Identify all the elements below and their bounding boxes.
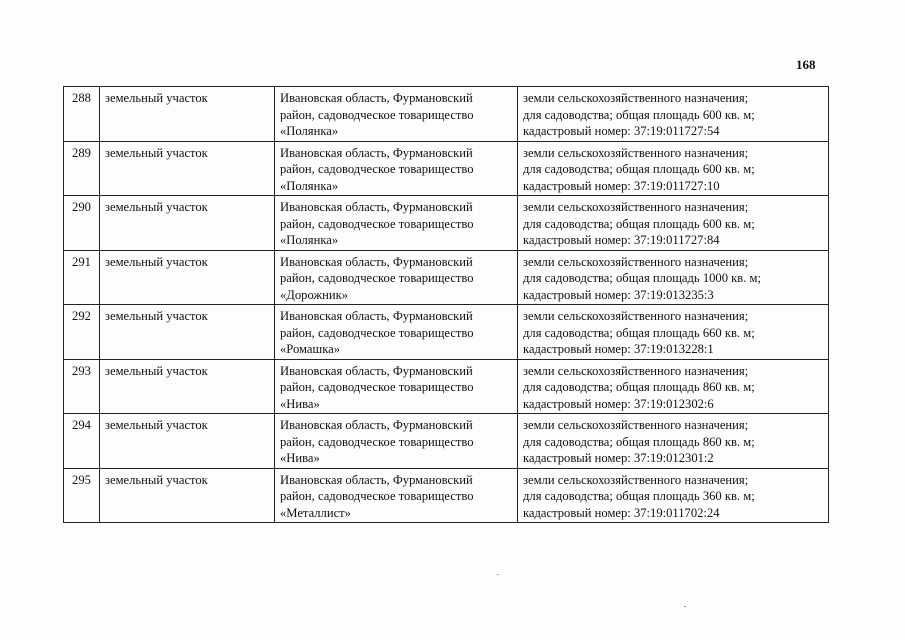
description-line: для садоводства; общая площадь 600 кв. м;: [523, 107, 755, 122]
description-cell: [518, 359, 829, 414]
object-name-cell: [100, 468, 275, 523]
description-line: для садоводства; общая площадь 660 кв. м;: [523, 325, 755, 340]
description-line: кадастровый номер: 37:19:011727:10: [523, 178, 720, 193]
description-line: для садоводства; общая площадь 600 кв. м;: [523, 216, 755, 231]
row-number-cell: [64, 359, 100, 414]
address-line: «Ромашка»: [280, 342, 341, 356]
description-cell: [518, 414, 829, 469]
table-row: [64, 250, 829, 305]
row-number: 288: [72, 91, 91, 105]
object-name: земельный участок: [105, 200, 208, 214]
object-name-cell: [100, 414, 275, 469]
row-number-cell: [64, 250, 100, 305]
table-row: [64, 305, 829, 360]
description-line: земли сельскохозяйственного назначения;: [523, 363, 749, 378]
description-line: для садоводства; общая площадь 860 кв. м;: [523, 380, 755, 394]
address-line: «Полянка»: [280, 233, 339, 247]
address-cell: [275, 468, 518, 523]
description-line: кадастровый номер: 37:19:013235:3: [523, 287, 714, 302]
object-name-cell: [100, 141, 275, 196]
description-cell: [518, 468, 829, 523]
row-number-cell: [64, 87, 100, 142]
object-name: земельный участок: [105, 91, 208, 105]
description-cell: [518, 196, 829, 251]
row-number-cell: [64, 196, 100, 251]
row-number: 291: [72, 254, 91, 269]
row-number-cell: [64, 468, 100, 523]
scan-speck: [684, 606, 686, 607]
address-line: «Нива»: [280, 396, 320, 411]
object-name-cell: [100, 359, 275, 414]
row-number: 289: [72, 145, 91, 160]
description-line: для садоводства; общая площадь 860 кв. м;: [523, 434, 755, 449]
table-row: [64, 196, 829, 251]
address-cell: [275, 305, 518, 360]
description-line: земли сельскохозяйственного назначения;: [523, 145, 749, 160]
address-line: «Металлист»: [280, 505, 351, 520]
table-row: [64, 141, 829, 196]
address-line: Ивановская область, Фурмановский: [280, 309, 473, 323]
address-line: район, садоводческое товарищество: [280, 325, 474, 340]
description-cell: [518, 141, 829, 196]
description-line: земли сельскохозяйственного назначения;: [523, 91, 749, 105]
address-line: Ивановская область, Фурмановский: [280, 472, 473, 487]
table-row: [64, 87, 829, 142]
address-line: «Дорожник»: [280, 287, 349, 302]
description-line: для садоводства; общая площадь 1000 кв. м;: [523, 271, 761, 285]
row-number: 292: [72, 309, 91, 323]
description-line: для садоводства; общая площадь 600 кв. м;: [523, 162, 755, 176]
scan-speck: [497, 574, 499, 575]
row-number: 293: [72, 363, 91, 378]
object-name: земельный участок: [105, 472, 208, 487]
description-line: земли сельскохозяйственного назначения;: [523, 472, 749, 487]
table-row: [64, 359, 829, 414]
address-line: Ивановская область, Фурмановский: [280, 91, 473, 105]
description-cell: [518, 250, 829, 305]
description-line: земли сельскохозяйственного назначения;: [523, 200, 749, 214]
address-line: район, садоводческое товарищество: [280, 489, 474, 503]
page-number: 168: [796, 57, 816, 72]
address-line: район, садоводческое товарищество: [280, 216, 474, 231]
address-line: район, садоводческое товарищество: [280, 107, 474, 122]
table-body: [64, 87, 829, 523]
object-name-cell: [100, 87, 275, 142]
address-line: район, садоводческое товарищество: [280, 271, 474, 285]
object-name-cell: [100, 196, 275, 251]
address-cell: [275, 250, 518, 305]
address-cell: [275, 359, 518, 414]
description-line: кадастровый номер: 37:19:012302:6: [523, 396, 714, 411]
object-name: земельный участок: [105, 145, 208, 160]
description-line: для садоводства; общая площадь 360 кв. м;: [523, 489, 755, 503]
address-cell: [275, 87, 518, 142]
address-line: Ивановская область, Фурмановский: [280, 145, 473, 160]
row-number: 295: [72, 472, 91, 487]
table-row: [64, 468, 829, 523]
object-name: земельный участок: [105, 363, 208, 378]
object-name-cell: [100, 250, 275, 305]
description-line: земли сельскохозяйственного назначения;: [523, 418, 749, 432]
description-cell: [518, 87, 829, 142]
object-name: земельный участок: [105, 254, 208, 269]
object-name: земельный участок: [105, 309, 208, 323]
description-line: земли сельскохозяйственного назначения;: [523, 309, 749, 323]
address-line: Ивановская область, Фурмановский: [280, 254, 473, 269]
address-line: район, садоводческое товарищество: [280, 380, 474, 394]
row-number-cell: [64, 305, 100, 360]
address-cell: [275, 141, 518, 196]
row-number: 290: [72, 200, 91, 214]
row-number-cell: [64, 414, 100, 469]
address-line: «Полянка»: [280, 178, 339, 193]
address-cell: [275, 196, 518, 251]
land-plot-table: [63, 86, 829, 523]
address-line: Ивановская область, Фурмановский: [280, 363, 473, 378]
description-line: земли сельскохозяйственного назначения;: [523, 254, 749, 269]
address-line: район, садоводческое товарищество: [280, 162, 474, 176]
address-line: «Полянка»: [280, 124, 339, 138]
row-number: 294: [72, 418, 91, 432]
address-line: «Нива»: [280, 451, 320, 465]
description-cell: [518, 305, 829, 360]
address-line: Ивановская область, Фурмановский: [280, 200, 473, 214]
address-line: Ивановская область, Фурмановский: [280, 418, 473, 432]
object-name-cell: [100, 305, 275, 360]
address-line: район, садоводческое товарищество: [280, 434, 474, 449]
description-line: кадастровый номер: 37:19:013228:1: [523, 342, 714, 356]
row-number-cell: [64, 141, 100, 196]
object-name: земельный участок: [105, 418, 208, 432]
description-line: кадастровый номер: 37:19:012301:2: [523, 451, 714, 465]
table-row: [64, 414, 829, 469]
description-line: кадастровый номер: 37:19:011727:54: [523, 124, 720, 138]
description-line: кадастровый номер: 37:19:011727:84: [523, 233, 720, 247]
description-line: кадастровый номер: 37:19:011702:24: [523, 505, 720, 520]
address-cell: [275, 414, 518, 469]
